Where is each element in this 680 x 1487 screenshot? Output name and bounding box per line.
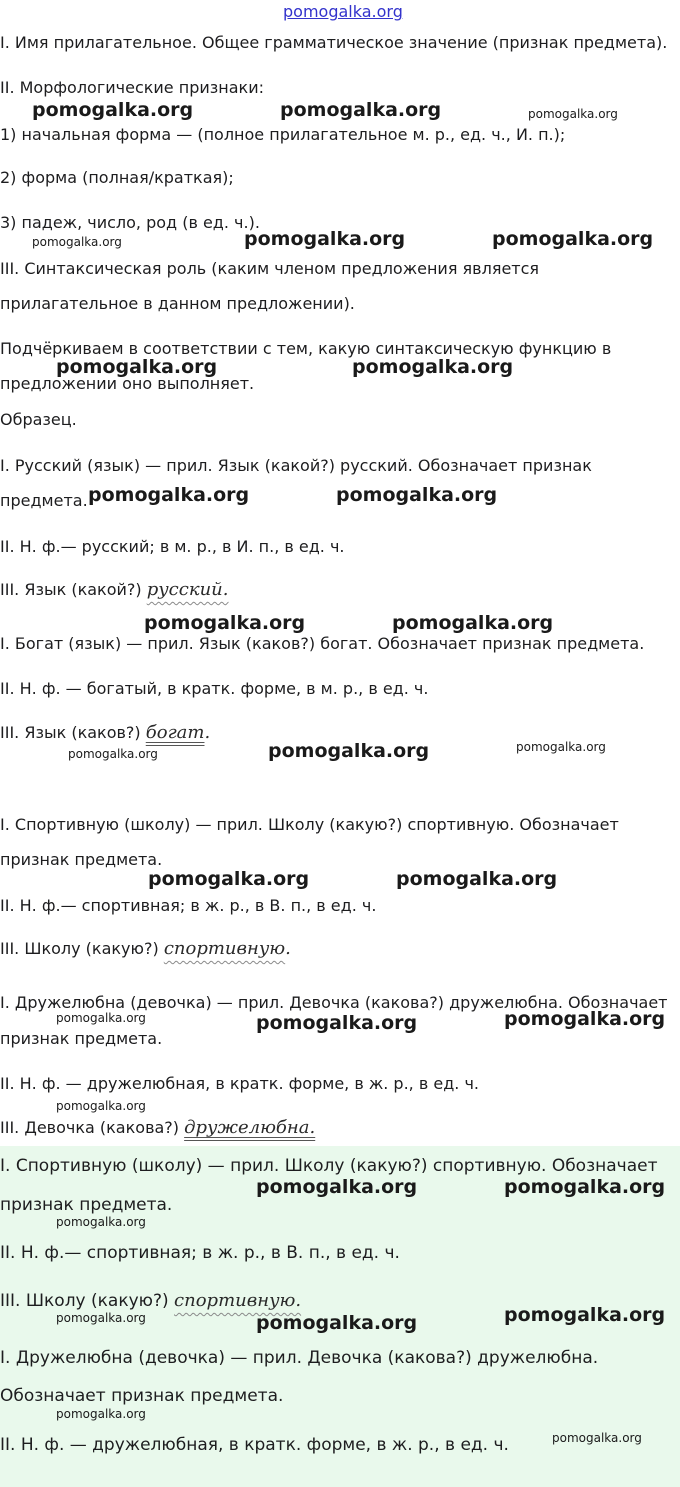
text-line: II. Н. ф. — дружелюбная, в кратк. форме, в ж. р., в ед. ч.: [0, 1074, 479, 1093]
text-line: 3) падеж, число, род (в ед. ч.).: [0, 213, 260, 232]
text-line: II. Н. ф.— спортивная; в ж. р., в В. п., в ед. ч.: [0, 896, 377, 915]
example-line: [0, 1118, 315, 1138]
text-line: I. Богат (язык) — прил. Язык (каков?) богат. Обозначает признак предмета.: [0, 634, 645, 653]
watermark: pomogalka.org: [504, 1008, 666, 1030]
text-line: I. Имя прилагательное. Общее грамматическое значение (признак предмета).: [0, 33, 668, 52]
watermark: pomogalka.org: [32, 99, 194, 121]
answer-line: I. Дружелюбна (девочка) — прил. Девочка (какова?) дружелюбна.: [0, 1348, 599, 1368]
watermark: pomogalka.org: [88, 484, 250, 506]
example-prefix: III. Школу (какую?): [0, 939, 164, 958]
text-line: I. Русский (язык) — прил. Язык (какой?) русский. Обозначает признак: [0, 456, 592, 475]
double-underlined-word: богат: [145, 722, 205, 743]
watermark: pomogalka.org: [552, 1431, 642, 1445]
watermark: pomogalka.org: [144, 612, 306, 634]
text-line: прилагательное в данном предложении).: [0, 294, 355, 313]
text-line: предложении оно выполняет.: [0, 374, 255, 393]
wavy-underlined-word: русский.: [146, 579, 229, 600]
text-line: I. Спортивную (школу) — прил. Школу (какую?) спортивную. Обозначает: [0, 815, 619, 834]
example-prefix: III. Язык (каков?): [0, 723, 146, 742]
site-link[interactable]: pomogalka.org: [283, 2, 403, 21]
text-line: Образец.: [0, 410, 77, 429]
text-line: II. Морфологические признаки:: [0, 78, 264, 97]
watermark: pomogalka.org: [396, 868, 558, 890]
text-line: 1) начальная форма — (полное прилагательное м. р., ед. ч., И. п.);: [0, 125, 566, 144]
watermark: pomogalka.org: [336, 484, 498, 506]
answer-line: признак предмета.: [0, 1195, 173, 1215]
watermark: pomogalka.org: [528, 107, 618, 121]
text-line: II. Н. ф.— русский; в м. р., в И. п., в ед. ч.: [0, 537, 345, 556]
watermark: pomogalka.org: [516, 740, 606, 754]
text-line: III. Синтаксическая роль (каким членом предложения является: [0, 259, 540, 278]
answer-line: II. Н. ф.— спортивная; в ж. р., в В. п., в ед. ч.: [0, 1243, 400, 1263]
watermark: pomogalka.org: [32, 235, 122, 249]
double-underlined-word: дружелюбна.: [184, 1117, 316, 1138]
text-line: признак предмета.: [0, 850, 163, 869]
text-line: Подчёркиваем в соответствии с тем, какую синтаксическую функцию в: [0, 339, 612, 358]
watermark: pomogalka.org: [56, 1215, 146, 1229]
watermark: pomogalka.org: [504, 1304, 666, 1326]
text-line: предмета.: [0, 491, 88, 510]
example-prefix: III. Девочка (какова?): [0, 1118, 185, 1137]
watermark: pomogalka.org: [352, 356, 514, 378]
watermark: pomogalka.org: [68, 747, 158, 761]
watermark: pomogalka.org: [392, 612, 554, 634]
text-line: признак предмета.: [0, 1029, 163, 1048]
watermark: pomogalka.org: [56, 1407, 146, 1421]
example-line: [0, 939, 291, 959]
example-line: [0, 723, 210, 743]
watermark: pomogalka.org: [268, 740, 430, 762]
example-line: [0, 580, 229, 600]
watermark: pomogalka.org: [492, 228, 654, 250]
answer-prefix: III. Школу (какую?): [0, 1291, 175, 1311]
text-line: II. Н. ф. — богатый, в кратк. форме, в м. р., в ед. ч.: [0, 679, 429, 698]
answer-line: Обозначает признак предмета.: [0, 1386, 284, 1406]
example-prefix: III. Язык (какой?): [0, 580, 147, 599]
example-dot: .: [285, 938, 291, 959]
wavy-underlined-word: спортивную.: [174, 1290, 302, 1311]
watermark: pomogalka.org: [56, 1011, 146, 1025]
answer-line: I. Спортивную (школу) — прил. Школу (какую?) спортивную. Обозначает: [0, 1156, 658, 1176]
watermark: pomogalka.org: [256, 1012, 418, 1034]
watermark: pomogalka.org: [280, 99, 442, 121]
watermark: pomogalka.org: [56, 356, 218, 378]
text-line: 2) форма (полная/краткая);: [0, 168, 234, 187]
wavy-underlined-word: спортивную: [163, 938, 286, 959]
answer-line: [0, 1291, 301, 1311]
text-line: I. Дружелюбна (девочка) — прил. Девочка (какова?) дружелюбна. Обозначает: [0, 993, 668, 1012]
watermark: pomogalka.org: [504, 1176, 666, 1198]
watermark: pomogalka.org: [56, 1099, 146, 1113]
watermark: pomogalka.org: [148, 868, 310, 890]
example-dot: .: [204, 722, 211, 743]
watermark: pomogalka.org: [256, 1312, 418, 1334]
watermark: pomogalka.org: [56, 1311, 146, 1325]
answer-line: II. Н. ф. — дружелюбная, в кратк. форме, в ж. р., в ед. ч.: [0, 1435, 509, 1455]
watermark: pomogalka.org: [256, 1176, 418, 1198]
watermark: pomogalka.org: [244, 228, 406, 250]
